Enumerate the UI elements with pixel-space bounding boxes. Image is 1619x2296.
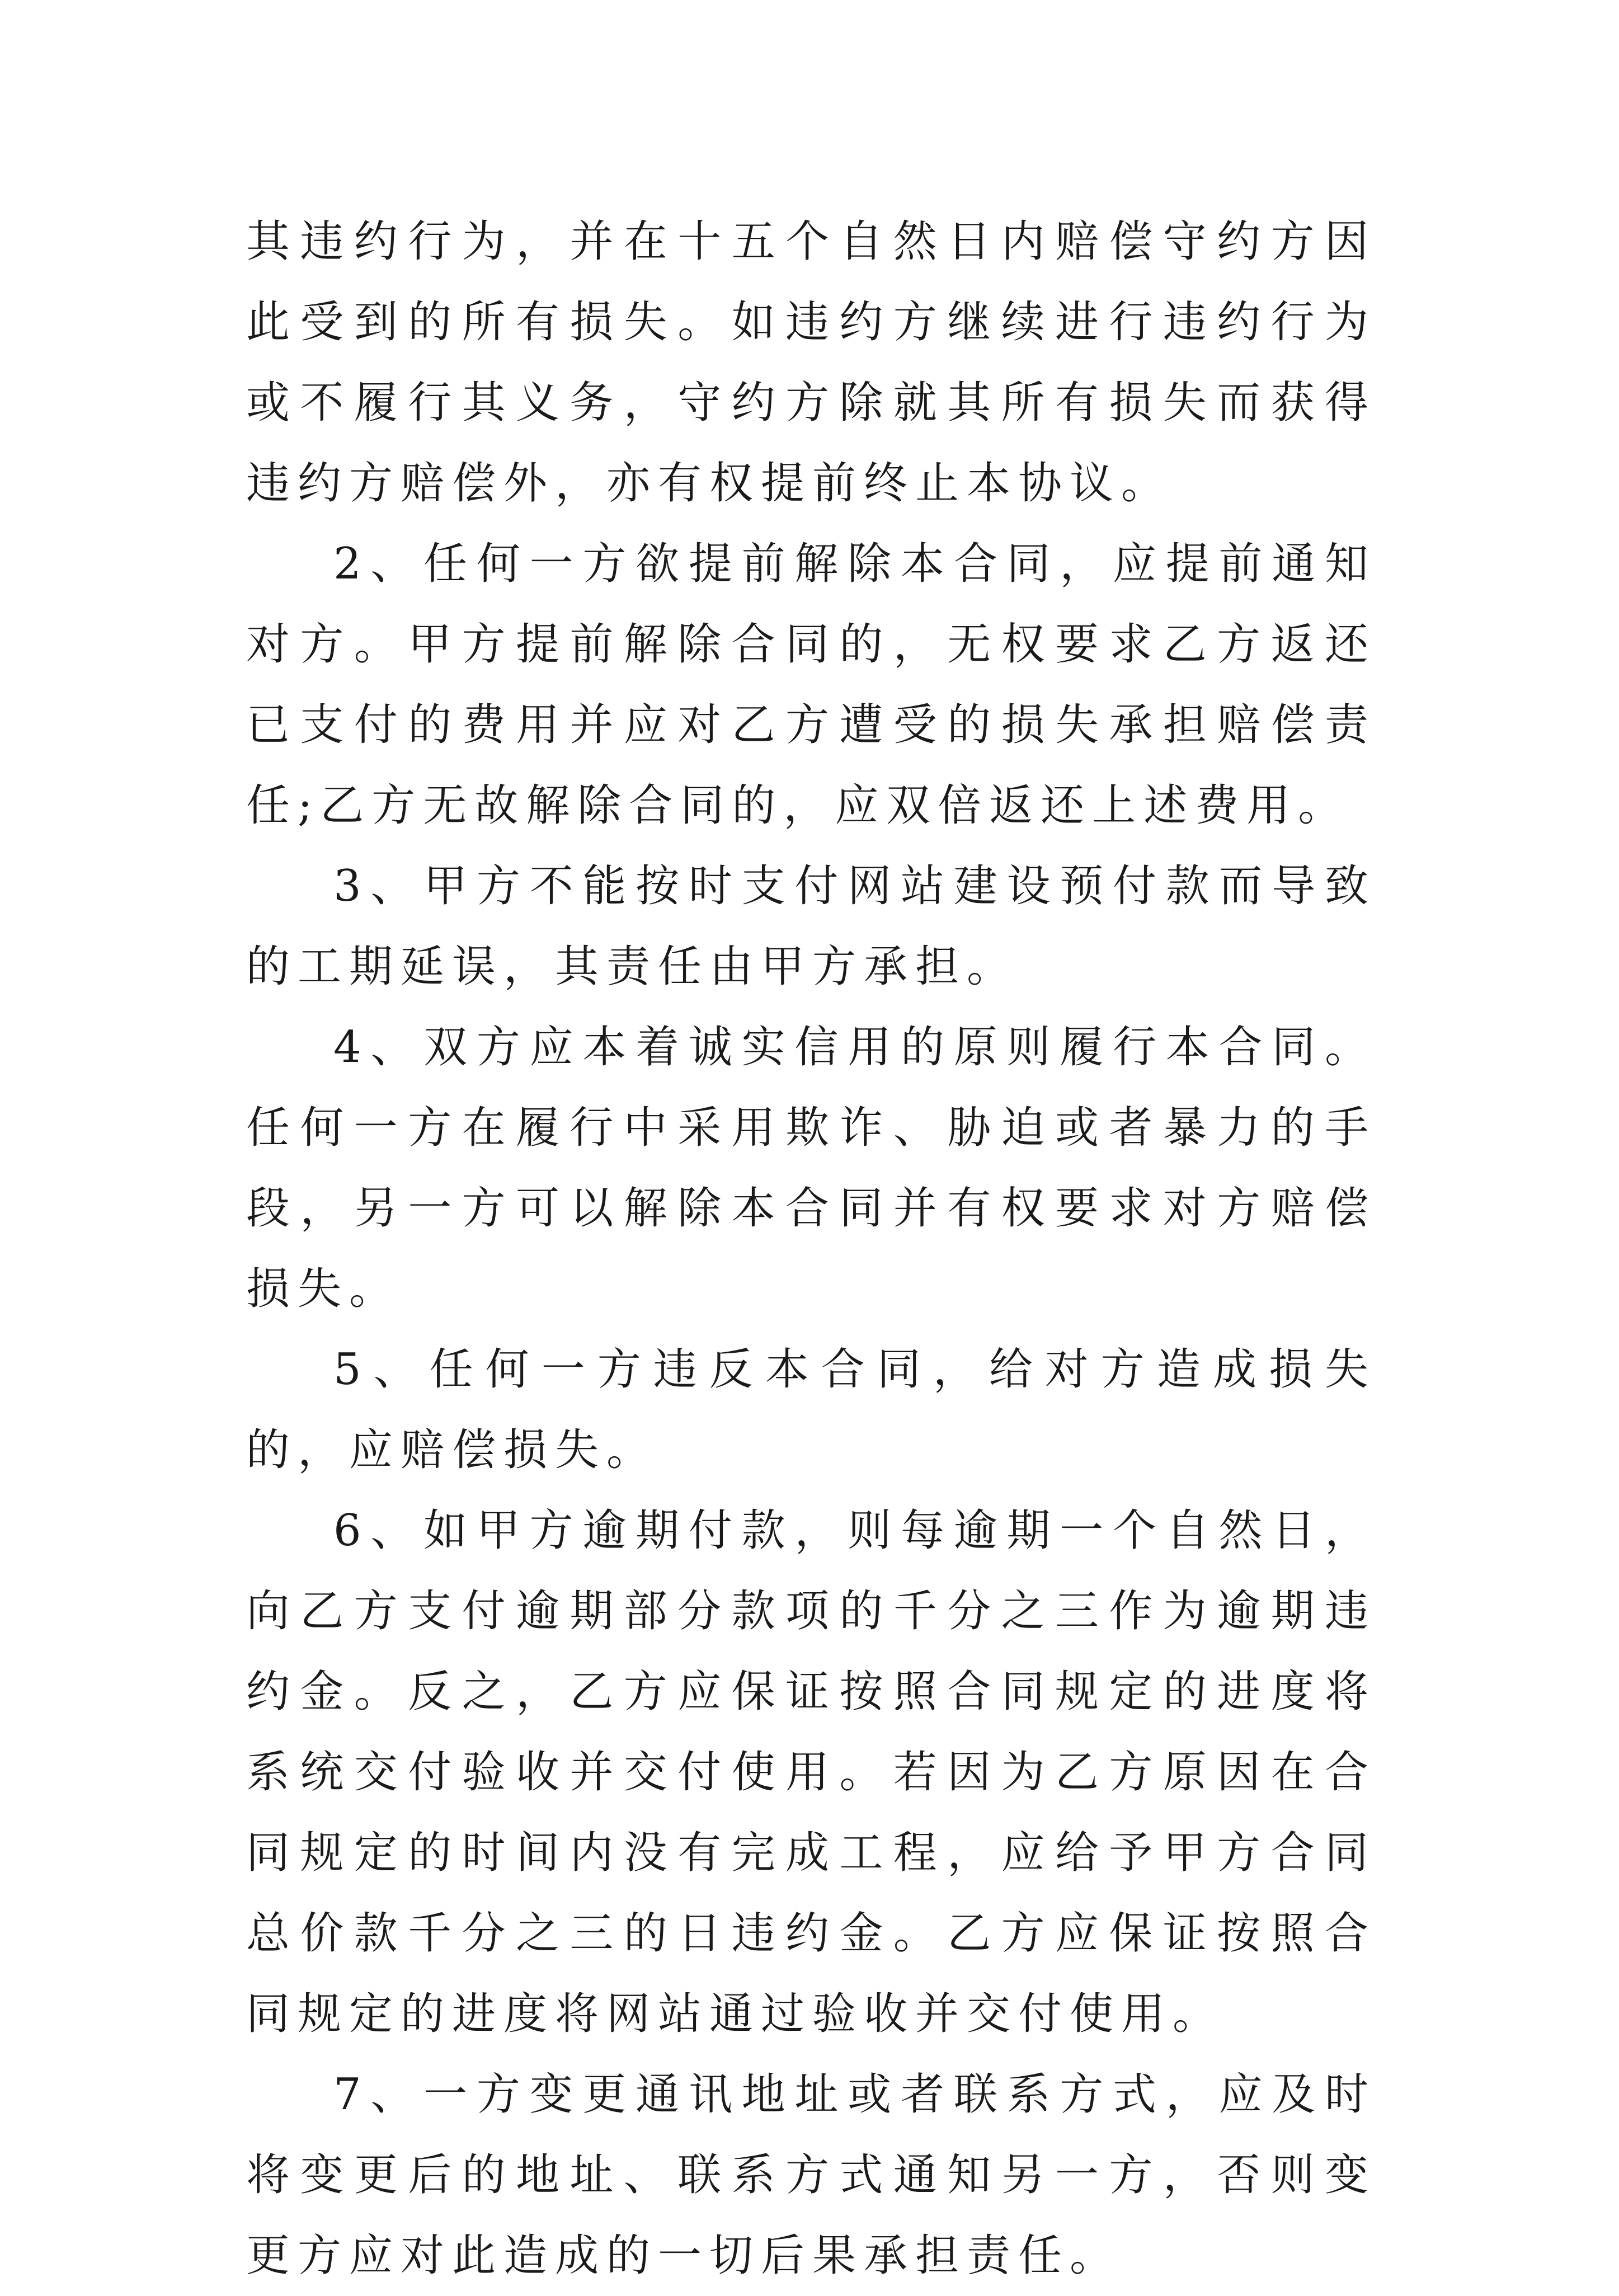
paragraph-clause-5: 5、任何一方违反本合同，给对方造成损失的，应赔偿损失。	[246, 1344, 1376, 1475]
paragraph-continuation: 其违约行为，并在十五个自然日内赔偿守约方因此受到的所有损失。如违约方继续进行违约行为或不履行其义务，守约方除就其所有损失而获得违约方赔偿外，亦有权提前终止本协议。	[246, 217, 1376, 509]
paragraph-clause-7: 7、一方变更通讯地址或者联系方式，应及时将变更后的地址、联系方式通知另一方，否则变更方应对此造成的一切后果承担责任。	[246, 2069, 1376, 2281]
paragraph-clause-3: 3、甲方不能按时支付网站建设预付款而导致的工期延误，其责任由甲方承担。	[246, 861, 1376, 992]
paragraph-clause-6: 6、如甲方逾期付款，则每逾期一个自然日，向乙方支付逾期部分款项的千分之三作为逾期违约金。反之，乙方应保证按照合同规定的进度将系统交付验收并交付使用。若因为乙方原因在合同规定的时间内没有完成工程，应给予甲方合同总价款千分之三的日违约金。乙方应保证按照合同规定的进度将网站通过验收并交付使用。	[246, 1505, 1376, 2039]
paragraph-clause-4: 4、双方应本着诚实信用的原则履行本合同。任何一方在履行中采用欺诈、胁迫或者暴力的手段，另一方可以解除本合同并有权要求对方赔偿损失。	[246, 1022, 1376, 1314]
contract-body	[246, 201, 1376, 2296]
paragraph-clause-2: 2、任何一方欲提前解除本合同，应提前通知对方。甲方提前解除合同的，无权要求乙方返还已支付的费用并应对乙方遭受的损失承担赔偿责任;乙方无故解除合同的，应双倍返还上述费用。	[246, 539, 1376, 831]
